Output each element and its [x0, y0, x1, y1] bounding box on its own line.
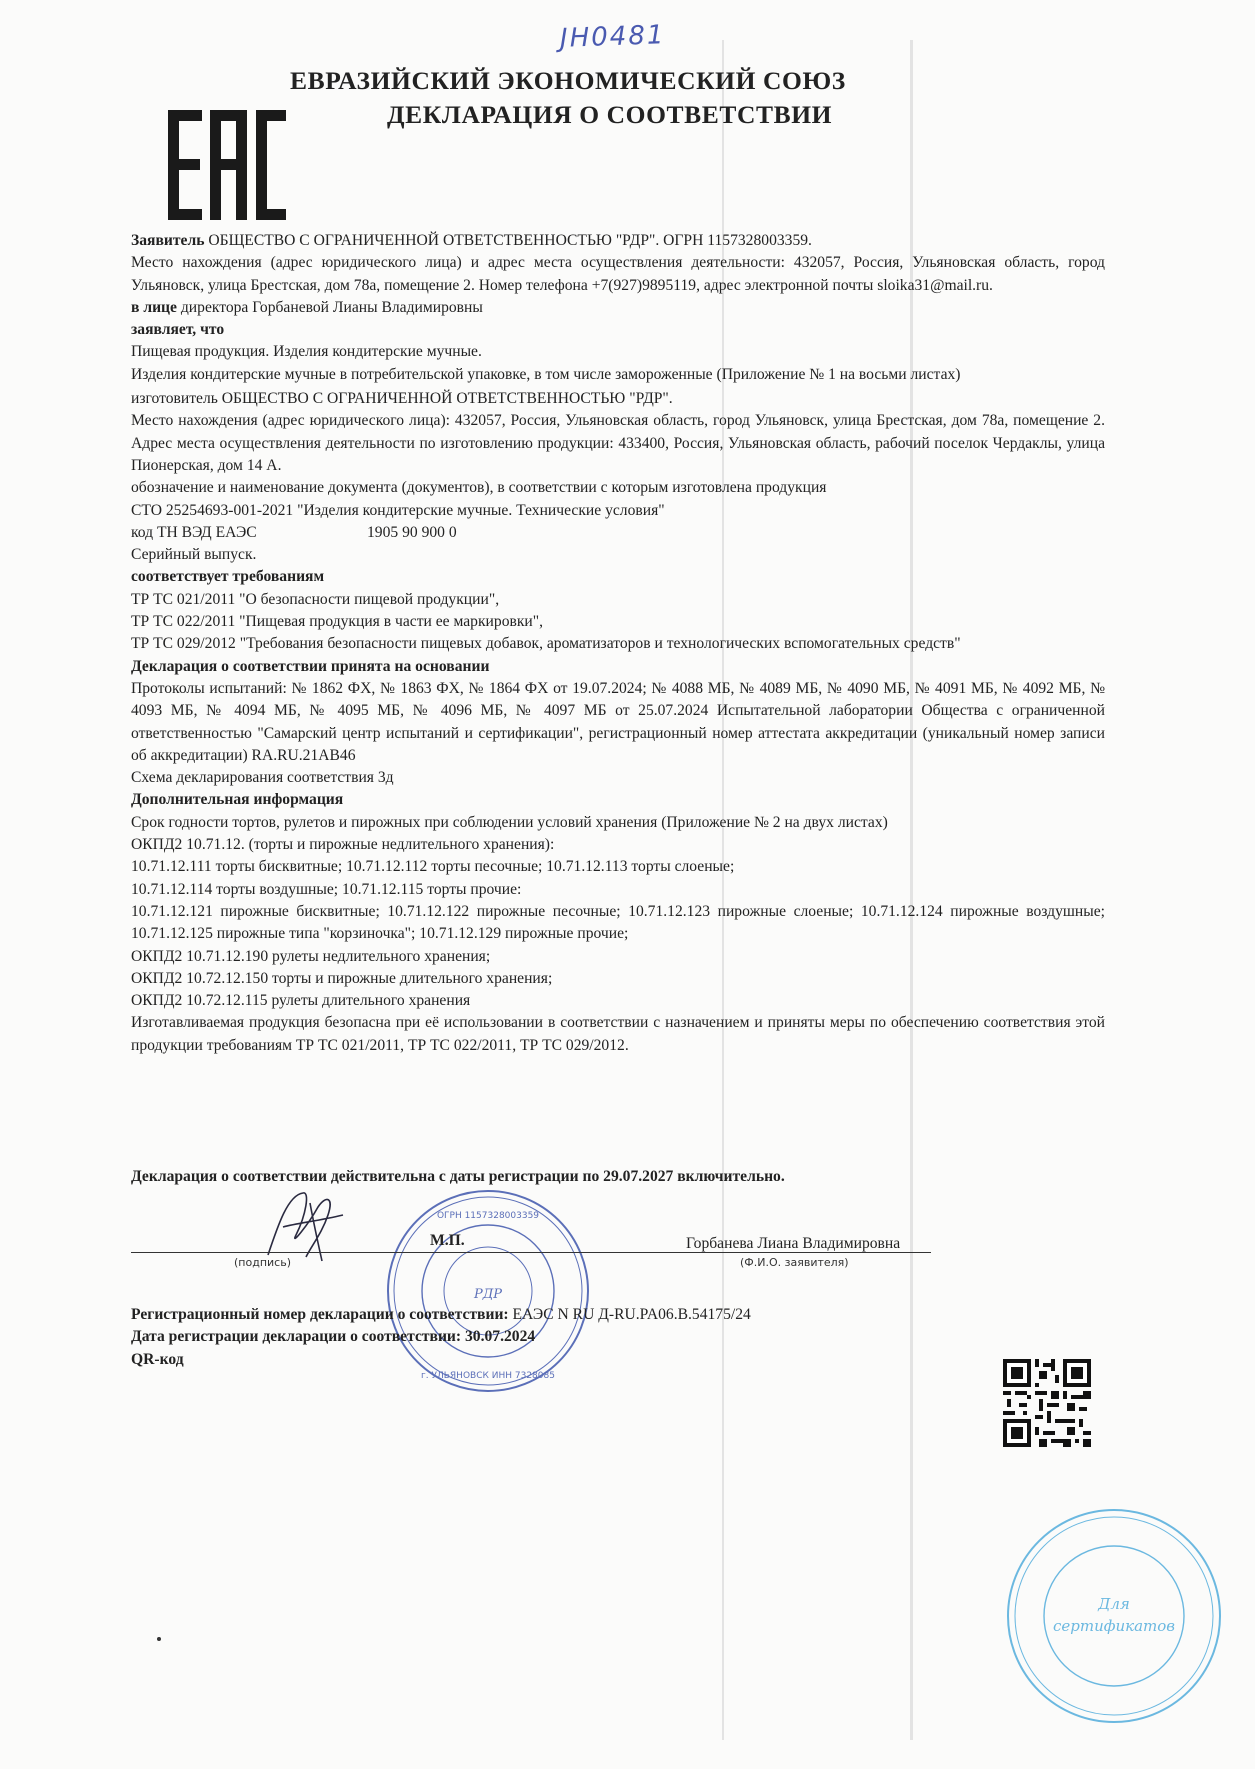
svg-text:РДР: РДР [473, 1287, 503, 1302]
registration-date: 30.07.2024 [461, 1328, 536, 1346]
serial-release: Серийный выпуск. [131, 546, 257, 564]
certification-stamp [1003, 1505, 1225, 1727]
signature-label: (подпись) [234, 1256, 291, 1269]
scan-speck [157, 1637, 161, 1641]
applicant-line [131, 230, 1105, 252]
registration-block [131, 1304, 751, 1371]
applicant-label: Заявитель [131, 232, 205, 249]
person-label: в лице [131, 298, 177, 316]
additional-line: Срок годности тортов, рулетов и пирожных при соблюдении условий хранения (Приложение № 2 на двух листах) [131, 813, 888, 831]
applicant-person-line [131, 297, 1105, 319]
qr-label: QR-код [131, 1350, 184, 1368]
validity-statement: Декларация о соответствии действительна с даты регистрации по 29.07.2027 включительно. [131, 1168, 785, 1185]
requirement-item: ТР ТС 022/2011 "Пищевая продукция в части ее маркировки", [131, 613, 544, 631]
basis-text: Протоколы испытаний: № 1862 ФХ, № 1863 ФХ, № 1864 ФХ от 19.07.2024; № 4088 МБ, № 4089 МБ, № 4090 МБ, № 4091 МБ, № 4092 МБ, № 4093 МБ, № 4094 МБ, № 4095 МБ, № 4096 МБ, № 4097 МБ от 25.07.2024 Испытательной лаборатории Общества с ограниченной ответственностью "Самарский центр испытаний и сертификации", регистрационный номер аттестата аккредитации (уникальный номер записи об аккредитации) RA.RU.21АВ46 [131, 679, 1105, 764]
registration-number-label: Регистрационный номер декларации о соответствии: [131, 1306, 509, 1323]
requirements-title: соответствует требованиям [131, 568, 325, 586]
product-line1: Пищевая продукция. Изделия кондитерские мучные. [131, 343, 482, 361]
eac-logo [168, 110, 286, 220]
additional-line: 10.71.12.114 торты воздушные; 10.71.12.115 торты прочие: [131, 880, 522, 898]
basis-scheme: Схема декларирования соответствия 3д [131, 769, 394, 787]
svg-text:сертификатов: сертификатов [1052, 1617, 1176, 1635]
additional-line: ОКПД2 10.71.12.190 рулеты недлительного хранения; [131, 947, 491, 965]
tn-ved-label: код ТН ВЭД ЕАЭС [131, 523, 257, 541]
tn-ved-line [131, 522, 1105, 544]
tn-ved-value: 1905 90 900 0 [367, 523, 457, 541]
fio-label: (Ф.И.О. заявителя) [740, 1256, 849, 1269]
additional-line: ОКПД2 10.72.12.150 торты и пирожные длительного хранения; [131, 969, 553, 987]
seal-place-mark: М.П. [430, 1232, 465, 1249]
registration-date-label: Дата регистрации декларации о соответствии: [131, 1328, 462, 1346]
safety-statement: Изготавливаемая продукция безопасна при её использовании в соответствии с назначением и приняты меры по обеспечению соответствия этой продукции требованиям ТР ТС 021/2011, ТР ТС 022/2011, ТР ТС 029/2012. [131, 1014, 1105, 1054]
svg-text:г. УЛЬЯНОВСК ИНН 7328085: г. УЛЬЯНОВСК ИНН 7328085 [421, 1371, 555, 1381]
manufacturer: изготовитель ОБЩЕСТВО С ОГРАНИЧЕННОЙ ОТВЕТСТВЕННОСТЬЮ "РДР". [131, 390, 673, 408]
doc-value: СТО 25254693-001-2021 "Изделия кондитерские мучные. Технические условия" [131, 501, 665, 519]
handwritten-number: JH0481 [559, 20, 666, 54]
requirement-item: ТР ТС 021/2011 "О безопасности пищевой продукции", [131, 590, 500, 608]
person-name: директора Горбаневой Лианы Владимировны [176, 298, 483, 316]
additional-line: 10.71.12.111 торты бисквитные; 10.71.12.112 торты песочные; 10.71.12.113 торты слоеные; [131, 858, 735, 876]
qr-code[interactable] [1003, 1359, 1091, 1447]
declares-label: заявляет, что [131, 321, 225, 339]
basis-title: Декларация о соответствии принята на основании [131, 657, 490, 675]
doc-label: обозначение и наименование документа (документов), в соответствии с которым изготовлена продукция [131, 479, 827, 497]
registration-number: ЕАЭС N RU Д-RU.PA06.B.54175/24 [508, 1306, 751, 1323]
additional-title: Дополнительная информация [131, 791, 344, 809]
registration-date-line [131, 1326, 751, 1348]
requirement-item: ТР ТС 029/2012 "Требования безопасности пищевых добавок, ароматизаторов и технологических вспомогательных средств" [131, 635, 961, 653]
product-line2: Изделия кондитерские мучные в потребительской упаковке, в том числе замороженные (Приложение № 1 на восьми листах) [131, 365, 961, 383]
declaration-body [131, 230, 1105, 1057]
signer-name: Горбанева Лиана Владимировна [686, 1235, 901, 1252]
applicant-address: Место нахождения (адрес юридического лица) и адрес места осуществления деятельности: 432057, Россия, Ульяновская область, город Ульяновск, улица Брестская, дом 78а, помещение 2. Номер телефона +7(927)9895119, адрес электронной почты sloika31@mail.ru. [131, 254, 1105, 294]
manufacturer-address: Место нахождения (адрес юридического лица): 432057, Россия, Ульяновская область, город Ульяновск, улица Брестская, дом 78а, помещение 2. Адрес места осуществления деятельности по изготовлению продукции: 433400, Россия, Ульяновская область, рабочий поселок Чердаклы, улица Пионерская, дом 14 А. [131, 412, 1105, 474]
declaration-title: ДЕКЛАРАЦИЯ О СООТВЕТСТВИИ [387, 100, 833, 129]
additional-line: ОКПД2 10.72.12.115 рулеты длительного хранения [131, 992, 471, 1010]
additional-line: ОКПД2 10.71.12. (торты и пирожные недлительного хранения): [131, 836, 555, 854]
additional-line: 10.71.12.121 пирожные бисквитные; 10.71.12.122 пирожные песочные; 10.71.12.123 пирожные слоеные; 10.71.12.124 пирожные воздушные; 10.71.12.125 пирожные типа "корзиночка"; 10.71.12.129 пирожные прочие; [131, 902, 1105, 943]
svg-text:Для: Для [1098, 1595, 1130, 1613]
registration-number-line [131, 1304, 751, 1326]
handwritten-signature [248, 1185, 358, 1265]
union-title: ЕВРАЗИЙСКИЙ ЭКОНОМИЧЕСКИЙ СОЮЗ [290, 66, 846, 95]
svg-text:ОГРН 1157328003359: ОГРН 1157328003359 [436, 1211, 540, 1221]
applicant-name: ОБЩЕСТВО С ОГРАНИЧЕННОЙ ОТВЕТСТВЕННОСТЬЮ "РДР". ОГРН 1157328003359. [204, 232, 812, 249]
